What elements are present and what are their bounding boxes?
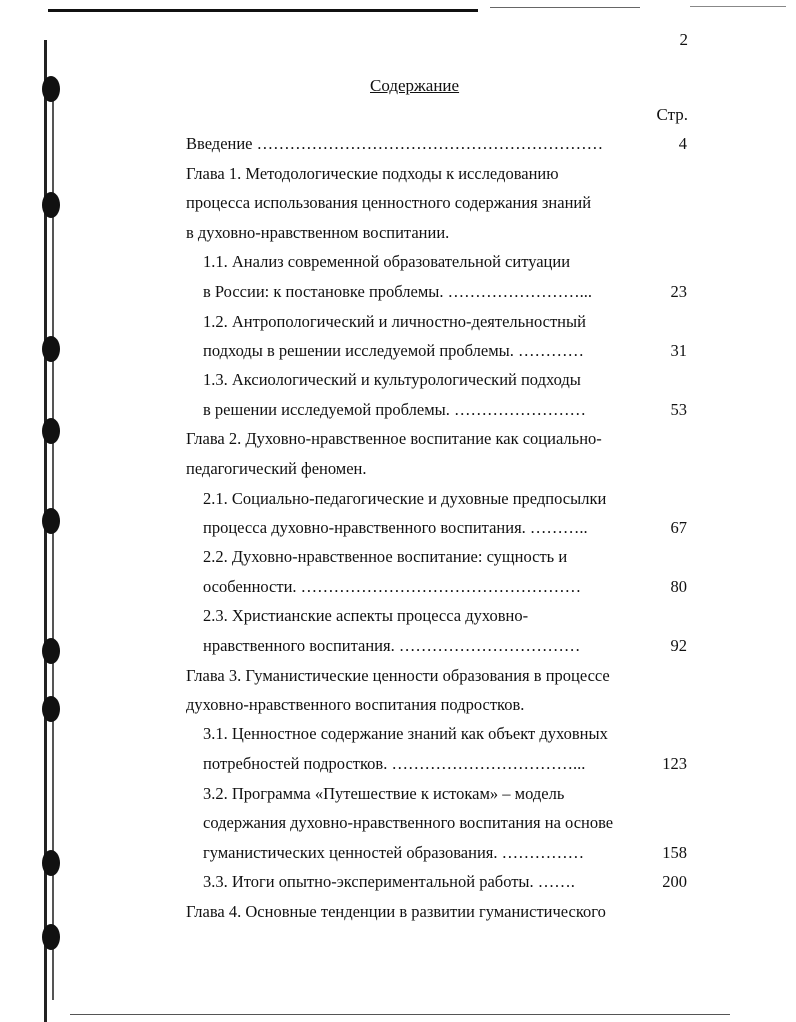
toc-section-line: в России: к постановке проблемы. ……………………... [203, 282, 592, 301]
toc-page-number: 4 [678, 134, 687, 153]
toc-section-line: подходы в решении исследуемой проблемы. ………… [203, 341, 584, 360]
toc-section-line: гуманистических ценностей образования. …………… [203, 843, 585, 862]
toc-chapter-line: процесса использования ценностного содержания знаний [186, 193, 592, 212]
toc-chapter-line: в духовно-нравственном воспитании. [186, 223, 450, 242]
toc-section-line: 2.2. Духовно-нравственное воспитание: сущность и [203, 547, 568, 566]
toc-section-line: 1.2. Антропологический и личностно-деятельностный [203, 312, 586, 331]
toc-page-number: 67 [670, 518, 687, 537]
toc-section-line: 3.1. Ценностное содержание знаний как объект духовных [203, 724, 608, 743]
toc-page-number: 200 [662, 872, 687, 891]
toc-section-line: 3.3. Итоги опытно-экспериментальной работы. ……. [203, 872, 575, 891]
toc-section-line: 3.2. Программа «Путешествие к истокам» – модель [203, 784, 565, 803]
toc-chapter-line: Глава 3. Гуманистические ценности образования в процессе [186, 666, 610, 685]
toc-page-number: 80 [670, 577, 687, 596]
toc-section-line: нравственного воспитания. …………………………… [203, 636, 581, 655]
page-column-label: Стр. [656, 105, 688, 124]
toc-chapter-line: Введение ……………………………………………………… [186, 134, 604, 153]
toc-page-number: 123 [662, 754, 687, 773]
toc-section-line: в решении исследуемой проблемы. …………………… [203, 400, 586, 419]
toc-section-line: 2.1. Социально-педагогические и духовные предпосылки [203, 489, 607, 508]
toc-section-line: особенности. …………………………………………… [203, 577, 582, 596]
toc-section-line: процесса духовно-нравственного воспитания. ……….. [203, 518, 588, 537]
toc-section-line: 2.3. Христианские аспекты процесса духовно- [203, 606, 529, 625]
toc-chapter-line: духовно-нравственного воспитания подростков. [186, 695, 525, 714]
toc-chapter-line: Глава 4. Основные тенденции в развитии гуманистического [186, 902, 606, 921]
toc-page-number: 158 [662, 843, 687, 862]
toc-section-line: потребностей подростков. ……………………………... [203, 754, 586, 773]
toc-chapter-line: педагогический феномен. [186, 459, 367, 478]
toc-chapter-line: Глава 1. Методологические подходы к исследованию [186, 164, 559, 183]
page-title: Содержание [370, 76, 460, 95]
toc-page-number: 31 [670, 341, 687, 360]
toc-section-line: 1.3. Аксиологический и культурологический подходы [203, 370, 581, 389]
toc-chapter-line: Глава 2. Духовно-нравственное воспитание как социально- [186, 429, 602, 448]
toc-page-number: 92 [670, 636, 687, 655]
toc-page-number: 53 [670, 400, 687, 419]
page-number: 2 [679, 30, 688, 49]
toc-page-number: 23 [670, 282, 687, 301]
toc-section-line: 1.1. Анализ современной образовательной ситуации [203, 252, 571, 271]
toc-section-line: содержания духовно-нравственного воспитания на основе [203, 813, 614, 832]
